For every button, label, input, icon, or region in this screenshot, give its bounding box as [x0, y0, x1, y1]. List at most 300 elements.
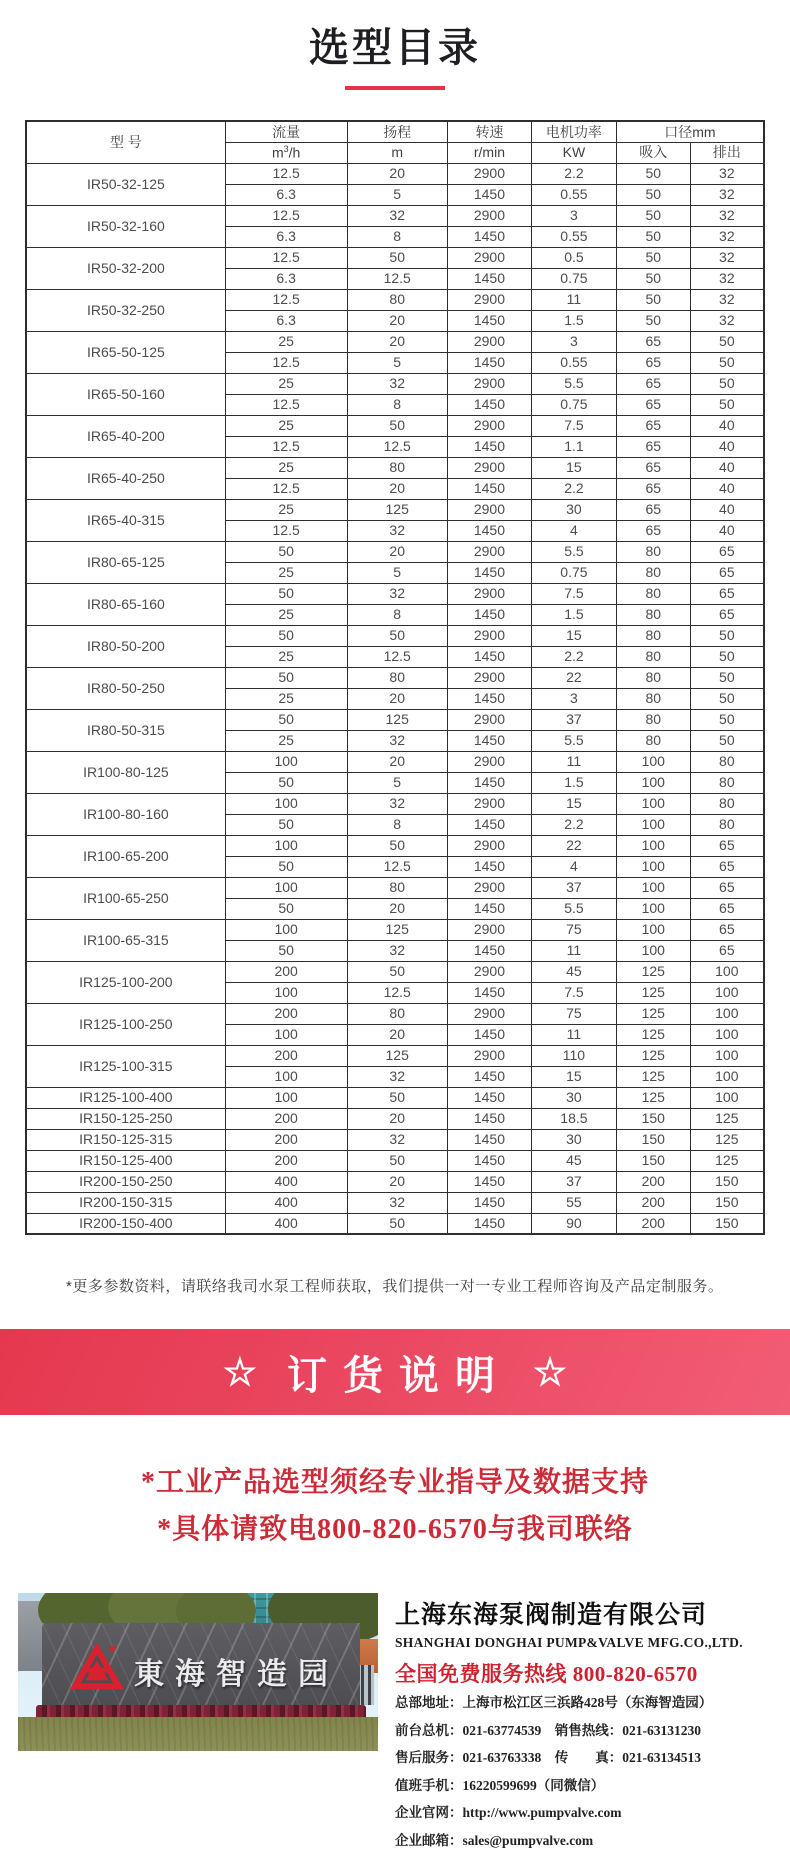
value-cell: 12.5: [347, 268, 447, 289]
value-cell: 12.5: [225, 289, 347, 310]
value-cell: 20: [347, 1171, 447, 1192]
col-header-power: 电机功率: [532, 121, 617, 142]
model-cell: IR200-150-400: [26, 1213, 225, 1234]
value-cell: 50: [225, 541, 347, 562]
value-cell: 50: [690, 730, 764, 751]
value-cell: 50: [347, 961, 447, 982]
value-cell: 150: [690, 1171, 764, 1192]
value-cell: 65: [690, 604, 764, 625]
value-cell: 125: [690, 1150, 764, 1171]
model-cell: IR100-65-200: [26, 835, 225, 877]
value-cell: 20: [347, 541, 447, 562]
value-cell: 125: [616, 1024, 690, 1045]
table-row: [26, 541, 764, 562]
value-cell: 50: [690, 373, 764, 394]
value-cell: 50: [225, 856, 347, 877]
value-cell: 1.5: [532, 604, 617, 625]
value-cell: 80: [616, 625, 690, 646]
value-cell: 2900: [447, 667, 531, 688]
value-cell: 2900: [447, 331, 531, 352]
company-name-en: SHANGHAI DONGHAI PUMP&VALVE MFG.CO.,LTD.: [395, 1635, 743, 1650]
table-row: [26, 247, 764, 268]
selection-table-wrap: [25, 120, 765, 1235]
value-cell: 8: [347, 226, 447, 247]
value-cell: 65: [616, 436, 690, 457]
value-cell: 32: [347, 940, 447, 961]
value-cell: 1450: [447, 1087, 531, 1108]
value-cell: 0.55: [532, 184, 617, 205]
value-cell: 32: [690, 205, 764, 226]
value-cell: 100: [690, 1087, 764, 1108]
value-cell: 80: [616, 730, 690, 751]
value-cell: 150: [616, 1108, 690, 1129]
col-header-head-unit: m: [347, 142, 447, 163]
value-cell: 12.5: [347, 646, 447, 667]
value-cell: 1450: [447, 1129, 531, 1150]
value-cell: 25: [225, 373, 347, 394]
photo-sign-wall: [42, 1623, 360, 1709]
company-details: [395, 1691, 773, 1853]
value-cell: 100: [616, 877, 690, 898]
value-cell: 1450: [447, 478, 531, 499]
star-icon: ☆: [222, 1351, 257, 1394]
value-cell: 1450: [447, 730, 531, 751]
value-cell: 1450: [447, 310, 531, 331]
value-cell: 50: [225, 583, 347, 604]
value-cell: 50: [616, 163, 690, 184]
table-row: [26, 667, 764, 688]
photo-sign-text: 東海智造园: [134, 1658, 339, 1691]
value-cell: 5: [347, 562, 447, 583]
value-cell: 11: [532, 289, 617, 310]
value-cell: 50: [616, 289, 690, 310]
table-row: [26, 1150, 764, 1171]
value-cell: 1450: [447, 1066, 531, 1087]
footer-section: [0, 1593, 790, 1853]
value-cell: 2900: [447, 163, 531, 184]
value-cell: 50: [225, 772, 347, 793]
table-row: [26, 373, 764, 394]
value-cell: 6.3: [225, 268, 347, 289]
value-cell: 1450: [447, 1150, 531, 1171]
value-cell: 1450: [447, 1213, 531, 1234]
value-cell: 6.3: [225, 184, 347, 205]
model-cell: IR50-32-125: [26, 163, 225, 205]
col-header-speed: 转速: [447, 121, 531, 142]
table-row: [26, 1045, 764, 1066]
value-cell: 32: [690, 310, 764, 331]
company-email[interactable]: 企业邮箱：sales@pumpvalve.com: [395, 1832, 594, 1848]
value-cell: 1450: [447, 898, 531, 919]
model-cell: IR100-80-125: [26, 751, 225, 793]
value-cell: 2900: [447, 289, 531, 310]
value-cell: 2.2: [532, 163, 617, 184]
value-cell: 100: [225, 877, 347, 898]
value-cell: 32: [347, 1129, 447, 1150]
value-cell: 6.3: [225, 226, 347, 247]
value-cell: 25: [225, 415, 347, 436]
value-cell: 110: [532, 1045, 617, 1066]
value-cell: 20: [347, 163, 447, 184]
model-cell: IR80-50-250: [26, 667, 225, 709]
value-cell: 1450: [447, 814, 531, 835]
value-cell: 32: [347, 793, 447, 814]
table-row: [26, 835, 764, 856]
value-cell: 50: [616, 247, 690, 268]
value-cell: 50: [225, 709, 347, 730]
col-header-flow: 流量: [225, 121, 347, 142]
value-cell: 1450: [447, 1024, 531, 1045]
value-cell: 40: [690, 436, 764, 457]
value-cell: 0.75: [532, 394, 617, 415]
model-cell: IR50-32-160: [26, 205, 225, 247]
value-cell: 20: [347, 898, 447, 919]
value-cell: 150: [690, 1213, 764, 1234]
value-cell: 15: [532, 457, 617, 478]
value-cell: 2900: [447, 1003, 531, 1024]
value-cell: 80: [616, 709, 690, 730]
value-cell: 3: [532, 688, 617, 709]
value-cell: 125: [347, 709, 447, 730]
value-cell: 25: [225, 604, 347, 625]
value-cell: 65: [616, 457, 690, 478]
value-cell: 100: [616, 898, 690, 919]
value-cell: 50: [690, 352, 764, 373]
value-cell: 20: [347, 331, 447, 352]
value-cell: 5: [347, 772, 447, 793]
value-cell: 25: [225, 646, 347, 667]
value-cell: 100: [616, 814, 690, 835]
value-cell: 50: [690, 625, 764, 646]
model-cell: IR80-65-125: [26, 541, 225, 583]
model-cell: IR100-65-250: [26, 877, 225, 919]
value-cell: 1.5: [532, 310, 617, 331]
table-row: [26, 1108, 764, 1129]
value-cell: 50: [347, 1150, 447, 1171]
value-cell: 40: [690, 415, 764, 436]
value-cell: 2900: [447, 751, 531, 772]
notice-section: [0, 1459, 790, 1553]
value-cell: 32: [690, 268, 764, 289]
col-header-flow-unit: $m^3/h$: [225, 142, 347, 163]
value-cell: 2.2: [532, 814, 617, 835]
table-row: [26, 625, 764, 646]
value-cell: 15: [532, 625, 617, 646]
value-cell: 200: [225, 1129, 347, 1150]
value-cell: 1450: [447, 688, 531, 709]
value-cell: 125: [616, 961, 690, 982]
value-cell: 80: [616, 688, 690, 709]
value-cell: 45: [532, 1150, 617, 1171]
value-cell: 45: [532, 961, 617, 982]
value-cell: 50: [347, 415, 447, 436]
company-name: 上海东海泵阀制造有限公司: [395, 1601, 708, 1629]
value-cell: 2900: [447, 877, 531, 898]
value-cell: 4: [532, 520, 617, 541]
factory-photo: [18, 1593, 378, 1751]
value-cell: 25: [225, 562, 347, 583]
value-cell: 50: [225, 814, 347, 835]
value-cell: 50: [690, 667, 764, 688]
col-header-model: 型 号: [26, 121, 225, 163]
value-cell: 80: [616, 604, 690, 625]
value-cell: 65: [616, 373, 690, 394]
value-cell: 30: [532, 499, 617, 520]
value-cell: 1450: [447, 604, 531, 625]
value-cell: 11: [532, 751, 617, 772]
value-cell: 1.1: [532, 436, 617, 457]
value-cell: 1450: [447, 436, 531, 457]
value-cell: 40: [690, 499, 764, 520]
value-cell: 25: [225, 688, 347, 709]
value-cell: 100: [616, 919, 690, 940]
model-cell: IR100-80-160: [26, 793, 225, 835]
value-cell: 125: [616, 1087, 690, 1108]
value-cell: 20: [347, 688, 447, 709]
value-cell: 2900: [447, 1045, 531, 1066]
company-info: [395, 1593, 773, 1853]
value-cell: 400: [225, 1213, 347, 1234]
value-cell: 50: [225, 898, 347, 919]
model-cell: IR50-32-200: [26, 247, 225, 289]
value-cell: 1450: [447, 772, 531, 793]
value-cell: 32: [347, 583, 447, 604]
value-cell: 80: [616, 541, 690, 562]
value-cell: 20: [347, 310, 447, 331]
value-cell: 12.5: [225, 520, 347, 541]
value-cell: 100: [225, 982, 347, 1003]
value-cell: 1450: [447, 1108, 531, 1129]
selection-table-body: [26, 163, 764, 1234]
value-cell: 15: [532, 1066, 617, 1087]
company-website[interactable]: 企业官网：http://www.pumpvalve.com: [395, 1805, 622, 1820]
value-cell: 1450: [447, 982, 531, 1003]
value-cell: 3: [532, 205, 617, 226]
value-cell: 30: [532, 1087, 617, 1108]
model-cell: IR65-50-160: [26, 373, 225, 415]
model-cell: IR125-100-400: [26, 1087, 225, 1108]
value-cell: 12.5: [225, 394, 347, 415]
value-cell: 2900: [447, 457, 531, 478]
value-cell: 50: [690, 331, 764, 352]
value-cell: 65: [690, 541, 764, 562]
value-cell: 1450: [447, 352, 531, 373]
value-cell: 150: [690, 1192, 764, 1213]
value-cell: 5: [347, 184, 447, 205]
value-cell: 32: [690, 184, 764, 205]
company-phones-2: 售后服务：021-63763338 传 真：021-63134513: [395, 1750, 701, 1765]
value-cell: 1450: [447, 940, 531, 961]
value-cell: 5: [347, 352, 447, 373]
value-cell: 65: [616, 520, 690, 541]
value-cell: 2900: [447, 499, 531, 520]
value-cell: 3: [532, 331, 617, 352]
value-cell: 2900: [447, 961, 531, 982]
value-cell: 37: [532, 1171, 617, 1192]
value-cell: 125: [616, 982, 690, 1003]
value-cell: 1450: [447, 646, 531, 667]
value-cell: 32: [690, 247, 764, 268]
value-cell: 100: [225, 1066, 347, 1087]
value-cell: 100: [225, 835, 347, 856]
table-row: [26, 499, 764, 520]
value-cell: 12.5: [225, 436, 347, 457]
value-cell: 65: [616, 415, 690, 436]
value-cell: 65: [616, 478, 690, 499]
value-cell: 12.5: [347, 436, 447, 457]
value-cell: 125: [616, 1003, 690, 1024]
value-cell: 22: [532, 667, 617, 688]
value-cell: 80: [690, 793, 764, 814]
value-cell: 40: [690, 457, 764, 478]
value-cell: 100: [690, 1045, 764, 1066]
value-cell: 12.5: [225, 163, 347, 184]
table-row: [26, 289, 764, 310]
value-cell: 200: [225, 1150, 347, 1171]
donghai-logo-icon: [68, 1641, 126, 1691]
table-row: [26, 919, 764, 940]
value-cell: 400: [225, 1171, 347, 1192]
value-cell: 125: [347, 919, 447, 940]
value-cell: 80: [616, 562, 690, 583]
value-cell: 100: [690, 1024, 764, 1045]
value-cell: 150: [616, 1150, 690, 1171]
value-cell: 2900: [447, 415, 531, 436]
value-cell: 7.5: [532, 982, 617, 1003]
table-row: [26, 961, 764, 982]
value-cell: 5.5: [532, 541, 617, 562]
value-cell: 50: [347, 1087, 447, 1108]
model-cell: IR125-100-250: [26, 1003, 225, 1045]
value-cell: 65: [616, 394, 690, 415]
table-row: [26, 793, 764, 814]
model-cell: IR200-150-315: [26, 1192, 225, 1213]
value-cell: 2.2: [532, 646, 617, 667]
value-cell: 50: [616, 226, 690, 247]
value-cell: 1450: [447, 856, 531, 877]
value-cell: 65: [690, 877, 764, 898]
value-cell: 50: [225, 940, 347, 961]
value-cell: 150: [616, 1129, 690, 1150]
value-cell: 1450: [447, 184, 531, 205]
value-cell: 12.5: [347, 982, 447, 1003]
value-cell: 32: [347, 1066, 447, 1087]
value-cell: 50: [225, 667, 347, 688]
value-cell: 65: [616, 352, 690, 373]
value-cell: 200: [225, 961, 347, 982]
value-cell: 1450: [447, 562, 531, 583]
value-cell: 80: [347, 667, 447, 688]
value-cell: 100: [690, 982, 764, 1003]
value-cell: 2900: [447, 625, 531, 646]
col-header-suction: 吸入: [616, 142, 690, 163]
value-cell: 0.55: [532, 352, 617, 373]
value-cell: 80: [690, 814, 764, 835]
value-cell: 65: [690, 583, 764, 604]
value-cell: 20: [347, 1024, 447, 1045]
value-cell: 32: [347, 730, 447, 751]
value-cell: 0.55: [532, 226, 617, 247]
value-cell: 2900: [447, 247, 531, 268]
value-cell: 2.2: [532, 478, 617, 499]
model-cell: IR150-125-315: [26, 1129, 225, 1150]
company-mobile: 值班手机：16220599699（同微信）: [395, 1777, 605, 1793]
value-cell: 32: [347, 205, 447, 226]
value-cell: 100: [690, 1003, 764, 1024]
value-cell: 80: [690, 751, 764, 772]
value-cell: 65: [690, 562, 764, 583]
value-cell: 50: [347, 625, 447, 646]
value-cell: 12.5: [347, 856, 447, 877]
value-cell: 100: [616, 772, 690, 793]
value-cell: 125: [347, 1045, 447, 1066]
value-cell: 100: [225, 919, 347, 940]
value-cell: 100: [225, 1024, 347, 1045]
value-cell: 30: [532, 1129, 617, 1150]
value-cell: 200: [616, 1192, 690, 1213]
value-cell: 100: [616, 856, 690, 877]
value-cell: 55: [532, 1192, 617, 1213]
value-cell: 65: [690, 835, 764, 856]
value-cell: 12.5: [225, 478, 347, 499]
value-cell: 200: [225, 1003, 347, 1024]
value-cell: 65: [616, 331, 690, 352]
value-cell: 12.5: [225, 352, 347, 373]
value-cell: 32: [347, 520, 447, 541]
model-cell: IR80-65-160: [26, 583, 225, 625]
value-cell: 32: [690, 226, 764, 247]
value-cell: 1450: [447, 520, 531, 541]
table-row: [26, 163, 764, 184]
value-cell: 0.5: [532, 247, 617, 268]
table-footnote: *更多参数资料，请联络我司水泵工程师获取，我们提供一对一专业工程师咨询及产品定制服务。: [66, 1278, 724, 1295]
value-cell: 2900: [447, 709, 531, 730]
value-cell: 80: [616, 646, 690, 667]
value-cell: 100: [690, 1066, 764, 1087]
company-hotline: 全国免费服务热线 800-820-6570: [395, 1662, 698, 1686]
value-cell: 125: [690, 1129, 764, 1150]
order-banner: [0, 1329, 790, 1415]
value-cell: 5.5: [532, 730, 617, 751]
model-cell: IR125-100-315: [26, 1045, 225, 1087]
model-cell: IR150-125-400: [26, 1150, 225, 1171]
notice-line-2: *具体请致电800-820-6570与我司联络: [157, 1514, 633, 1545]
table-row: [26, 331, 764, 352]
selection-table: [25, 120, 765, 1235]
header-row-1: [26, 121, 764, 142]
value-cell: 5.5: [532, 373, 617, 394]
value-cell: 32: [347, 1192, 447, 1213]
value-cell: 32: [690, 163, 764, 184]
value-cell: 50: [616, 310, 690, 331]
table-row: [26, 1192, 764, 1213]
col-header-power-unit: KW: [532, 142, 617, 163]
value-cell: 90: [532, 1213, 617, 1234]
value-cell: 100: [690, 961, 764, 982]
value-cell: 80: [347, 877, 447, 898]
value-cell: 37: [532, 877, 617, 898]
value-cell: 200: [225, 1045, 347, 1066]
table-row: [26, 583, 764, 604]
value-cell: 25: [225, 730, 347, 751]
value-cell: 1450: [447, 226, 531, 247]
value-cell: 100: [225, 751, 347, 772]
value-cell: 65: [690, 919, 764, 940]
model-cell: IR100-65-315: [26, 919, 225, 961]
model-cell: IR65-50-125: [26, 331, 225, 373]
value-cell: 75: [532, 919, 617, 940]
value-cell: 40: [690, 520, 764, 541]
